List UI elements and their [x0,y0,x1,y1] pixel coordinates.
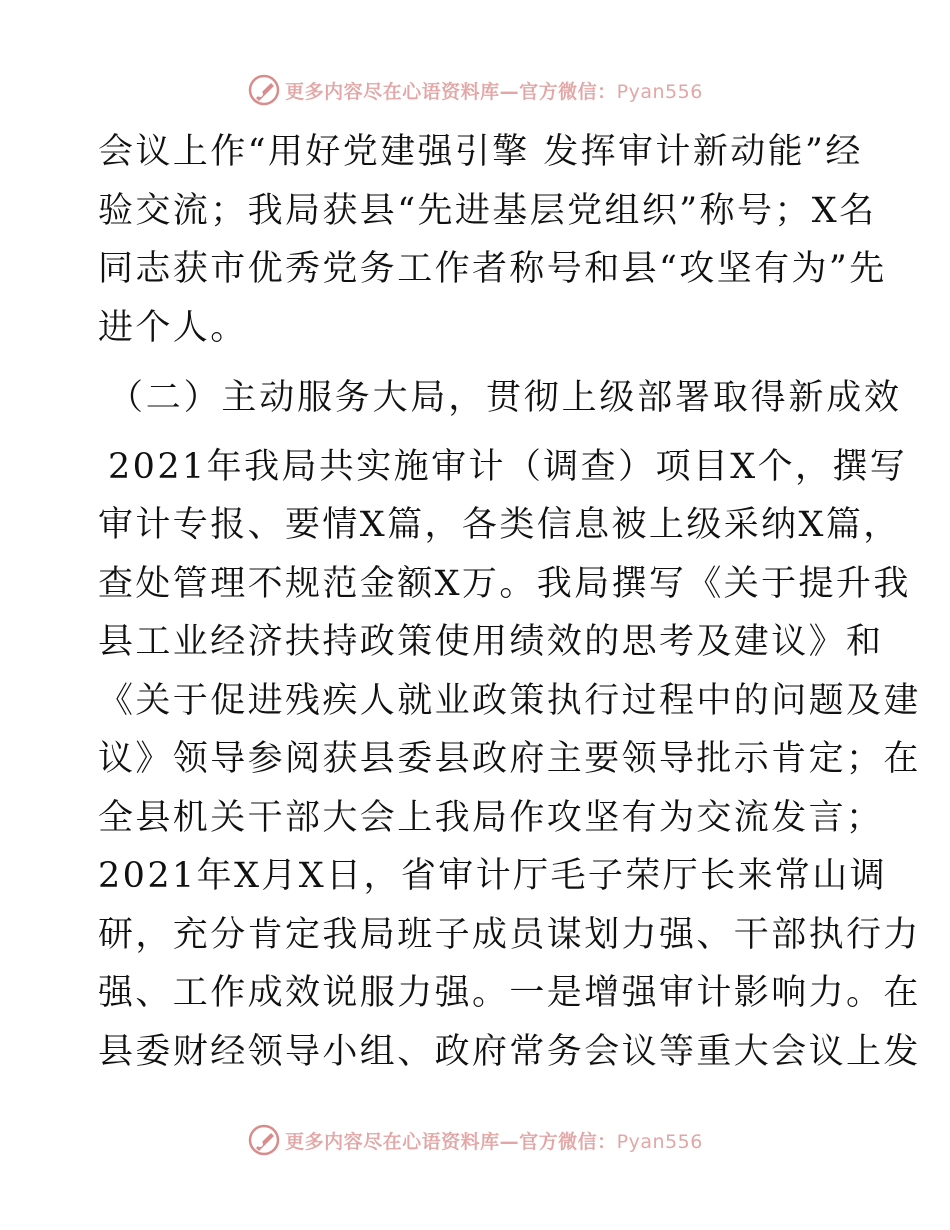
text-line: 同志获市优秀党务工作者称号和县“攻坚有为”先 [98,249,887,289]
pen-circle-icon [247,1123,281,1157]
text-line: 审计专报、要情X篇，各类信息被上级采纳X篇， [98,505,901,545]
text-line: 全县机关干部大会上我局作攻坚有为交流发言； [98,797,884,838]
text-line: 议》领导参阅获县委县政府主要领导批示肯定；在 [98,739,921,779]
text-line: 会议上作“用好党建强引擎 发挥审计新动能”经 [98,132,863,172]
text-line: 县工业经济扶持政策使用绩效的思考及建议》和 [98,622,884,662]
watermark-footer [0,1120,950,1160]
watermark-text: 更多内容尽在心语资料库—官方微信：Pyan556 [285,1130,703,1153]
text-line: 验交流；我局获县“先进基层党组织”称号；X名 [98,190,877,231]
text-line: 查处管理不规范金额X万。我局撰写《关于提升我 [98,563,911,604]
text-line: 强、工作成效说服力强。一是增强审计影响力。在 [98,973,921,1013]
document-body [98,123,921,1081]
text-line: 县委财经领导小组、政府常务会议等重大会议上发 [98,1031,921,1072]
watermark-text: 更多内容尽在心语资料库—官方微信：Pyan556 [285,80,703,103]
text-line: 《关于促进残疾人就业政策执行过程中的问题及建 [98,680,921,721]
text-line: 2021年X月X日，省审计厅毛子荣厅长来常山调 [98,856,888,896]
text-line: 2021年我局共实施审计（调查）项目X个，撰写 [108,446,908,487]
text-line: 研，充分肯定我局班子成员谋划力强、干部执行力 [98,914,921,955]
watermark-header [0,70,950,110]
pen-circle-icon [247,73,281,107]
text-line: 进个人。 [98,307,248,348]
section-heading: （二）主动服务大局，贯彻上级部署取得新成效 [108,378,902,418]
